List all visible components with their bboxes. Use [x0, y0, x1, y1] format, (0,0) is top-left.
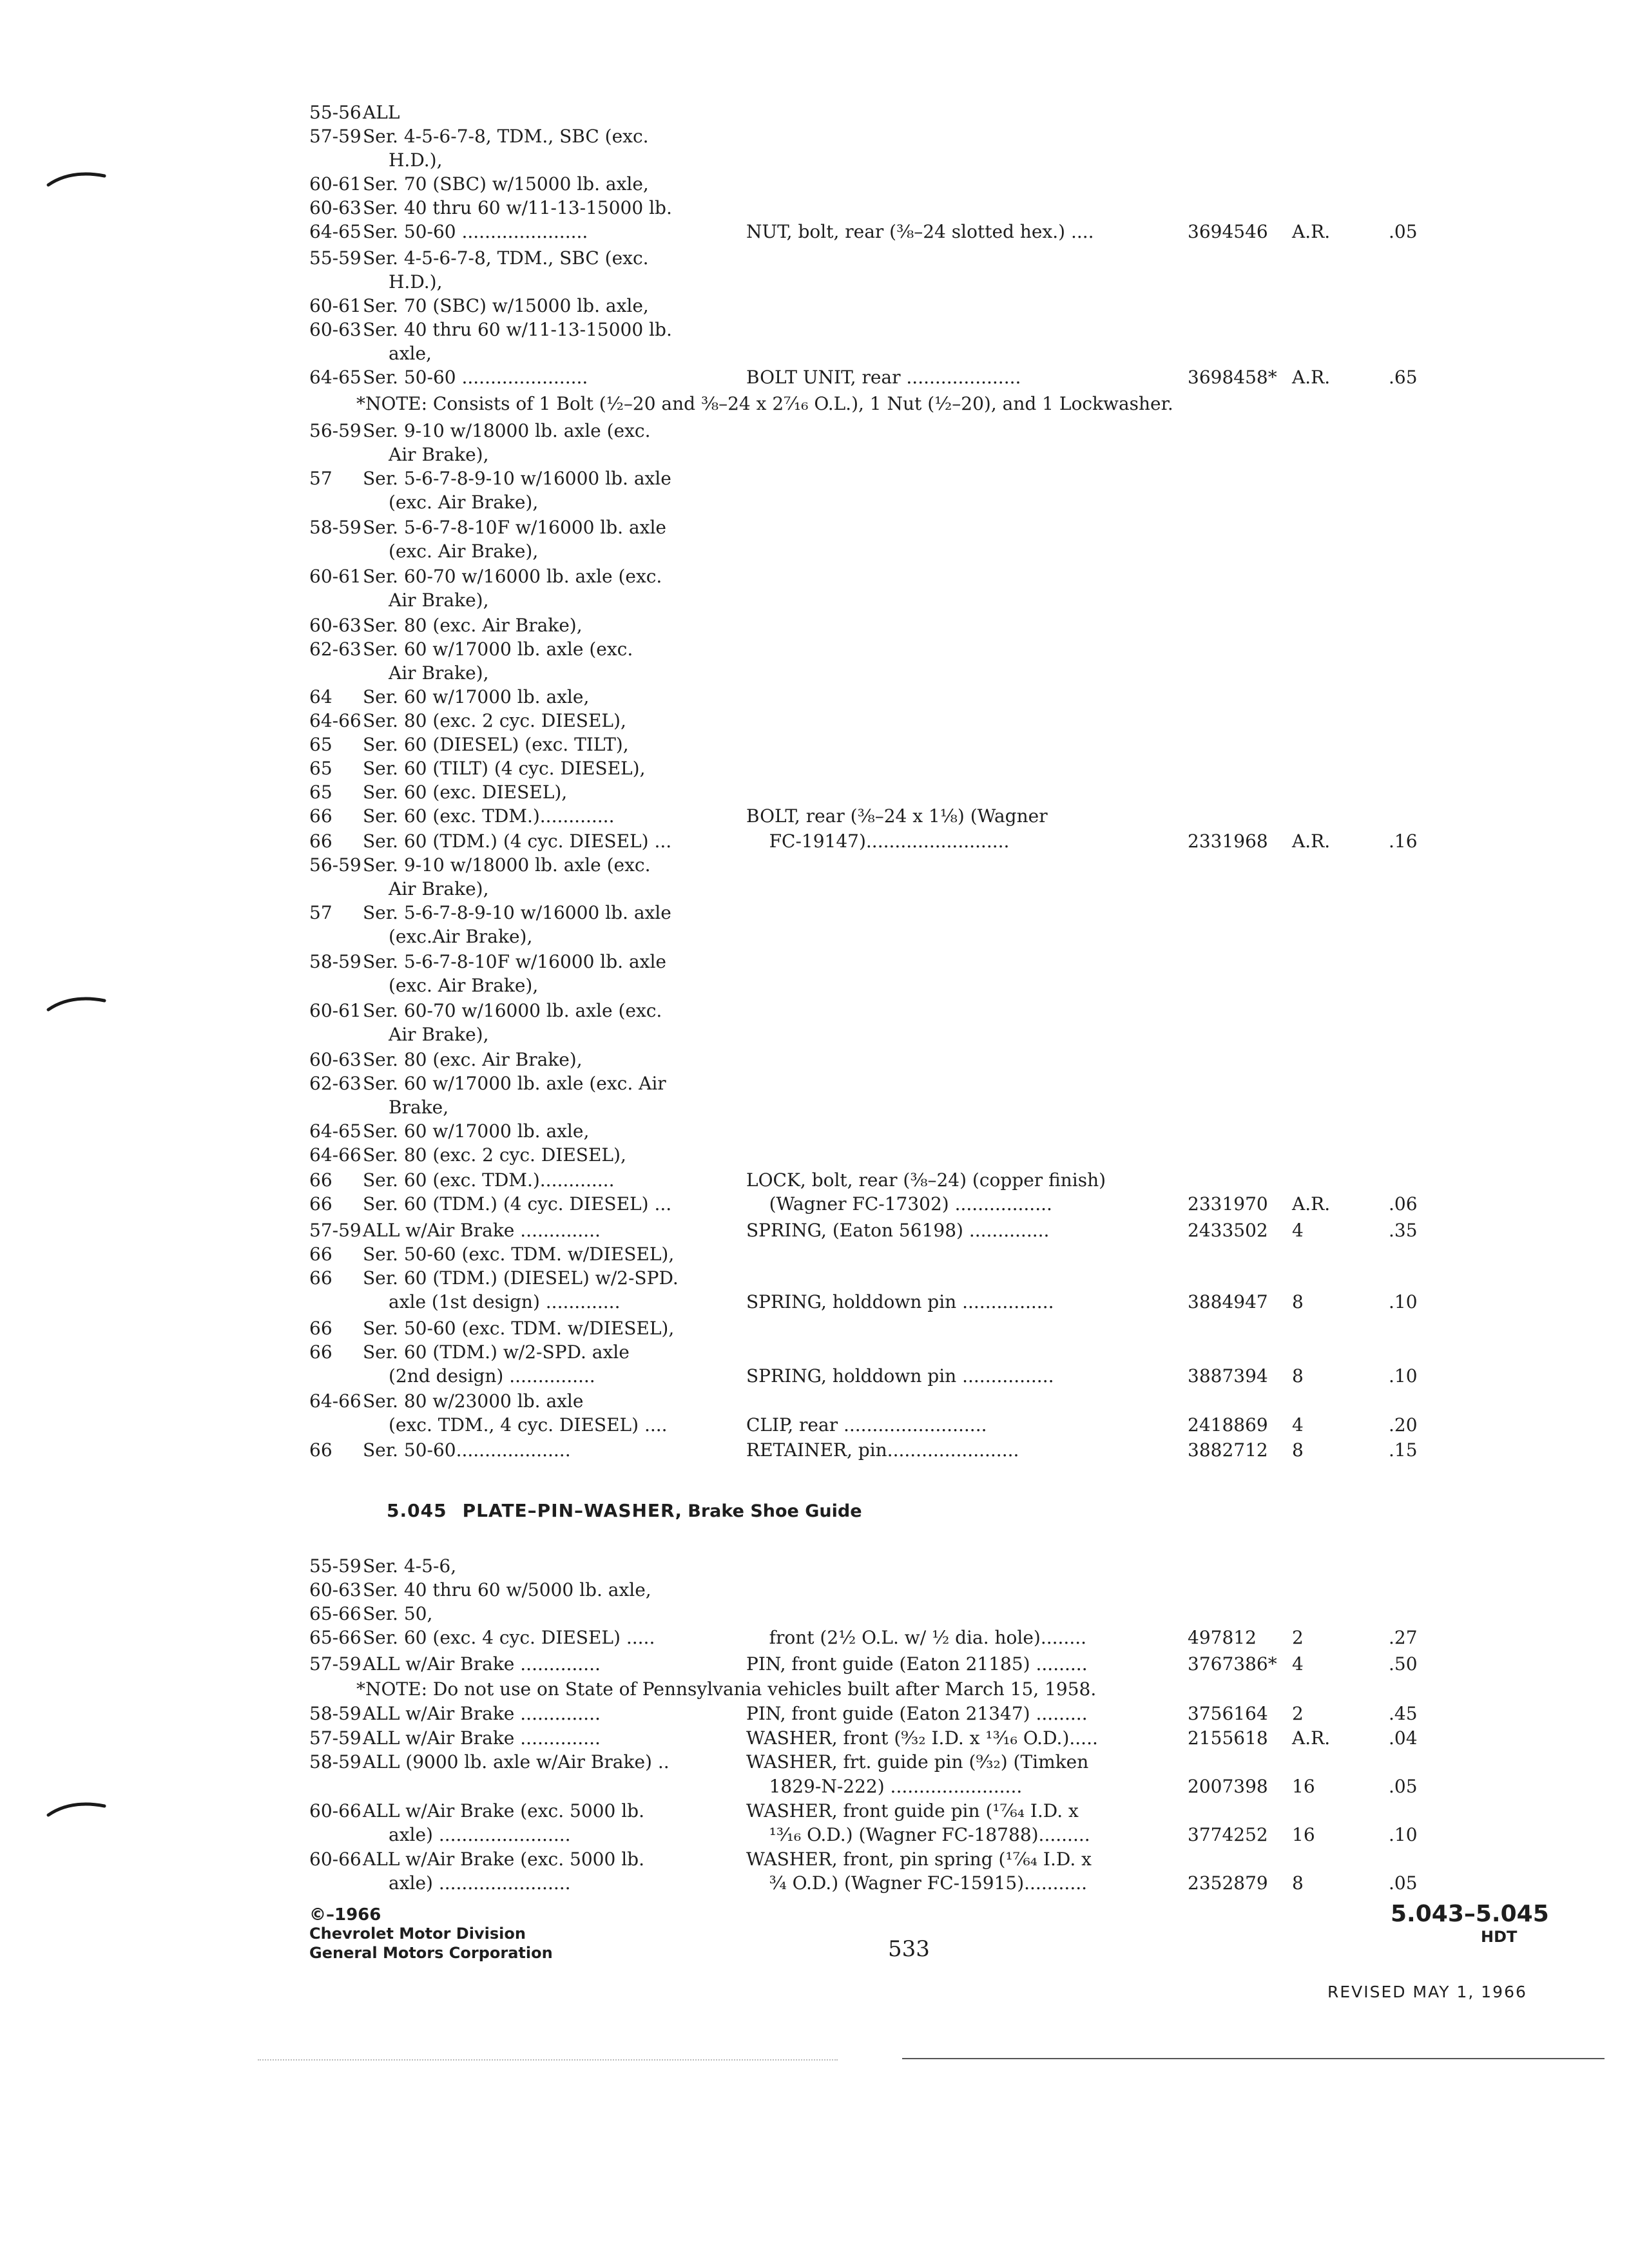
year-range: 58-59 [309, 1703, 361, 1724]
application: Air Brake), [389, 444, 489, 465]
year-range: 57-59 [309, 126, 361, 147]
part-description: FC-19147)......................... [746, 831, 1010, 852]
note-pennsylvania: *NOTE: Do not use on State of Pennsylvania vehicles built after March 15, 1958. [356, 1678, 1097, 1700]
year-range: 66 [309, 1267, 333, 1289]
section-heading [387, 1500, 862, 1521]
quantity: 8 [1292, 1365, 1304, 1387]
part-number: 3887394 [1188, 1365, 1268, 1387]
binder-hole-mark [45, 1794, 110, 1820]
price: .06 [1389, 1193, 1418, 1215]
application: axle) ....................... [389, 1824, 571, 1845]
application: Ser. 70 (SBC) w/15000 lb. axle, [363, 295, 649, 316]
year-range: 57 [309, 468, 333, 489]
year-range: 64-66 [309, 710, 361, 731]
year-range: 57 [309, 902, 333, 923]
year-range: 60-63 [309, 197, 361, 218]
binder-hole-mark [45, 989, 110, 1015]
quantity: A.R. [1292, 831, 1331, 852]
year-range: 56-59 [309, 854, 361, 876]
application: Ser. 80 (exc. Air Brake), [363, 615, 583, 636]
application: (exc.Air Brake), [389, 926, 533, 947]
part-number: 3774252 [1188, 1824, 1268, 1845]
binder-hole-mark [45, 164, 110, 190]
application: Air Brake), [389, 590, 489, 611]
year-range: 66 [309, 1318, 333, 1339]
year-range: 66 [309, 1439, 333, 1461]
year-range: 64-65 [309, 1120, 361, 1142]
price: .65 [1389, 367, 1418, 388]
application: Ser. 60 (exc. TDM.)............. [363, 1169, 615, 1191]
year-range: 55-56 [309, 102, 361, 123]
price: .20 [1389, 1414, 1418, 1436]
quantity: A.R. [1292, 1193, 1331, 1215]
section-subtitle: , Brake Shoe Guide [675, 1501, 862, 1521]
application: Ser. 4-5-6-7-8, TDM., SBC (exc. [363, 247, 649, 269]
price: .10 [1389, 1365, 1418, 1387]
year-range: 62-63 [309, 639, 361, 660]
application: Ser. 50-60 (exc. TDM. w/DIESEL), [363, 1244, 675, 1265]
division: Chevrolet Motor Division [309, 1925, 526, 1943]
part-description: (Wagner FC-17302) ................. [746, 1193, 1052, 1215]
section-range: 5.043–5.045 [1391, 1901, 1549, 1927]
quantity: 4 [1292, 1220, 1304, 1241]
year-range: 57-59 [309, 1727, 361, 1749]
part-description: front (2½ O.L. w/ ½ dia. hole)........ [746, 1627, 1087, 1648]
application: Ser. 9-10 w/18000 lb. axle (exc. [363, 854, 651, 876]
quantity: 8 [1292, 1291, 1304, 1312]
application: Ser. 40 thru 60 w/5000 lb. axle, [363, 1579, 651, 1600]
part-description: WASHER, front, pin spring (¹⁷⁄₆₄ I.D. x [746, 1849, 1092, 1870]
year-range: 60-63 [309, 615, 361, 636]
quantity: A.R. [1292, 1727, 1331, 1749]
year-range: 64-65 [309, 221, 361, 242]
application: ALL [363, 102, 400, 123]
application: ALL w/Air Brake .............. [363, 1727, 601, 1749]
application: Ser. 60-70 w/16000 lb. axle (exc. [363, 566, 662, 587]
part-number: 2155618 [1188, 1727, 1268, 1749]
price: .10 [1389, 1824, 1418, 1845]
part-number: 2433502 [1188, 1220, 1268, 1241]
year-range: 66 [309, 1193, 333, 1215]
application: Ser. 50-60 ...................... [363, 221, 588, 242]
price: .05 [1389, 1776, 1418, 1797]
page-number: 533 [888, 1936, 930, 1962]
copyright: ©–1966 [309, 1905, 381, 1925]
part-number: 3694546 [1188, 221, 1268, 242]
part-description: CLIP, rear ......................... [746, 1414, 987, 1436]
application: Ser. 60 (exc. 4 cyc. DIESEL) ..... [363, 1627, 655, 1648]
year-range: 60-61 [309, 295, 361, 316]
part-description: ¹³⁄₁₆ O.D.) (Wagner FC-18788)......... [746, 1824, 1090, 1845]
year-range: 60-63 [309, 319, 361, 340]
scan-dotted-line [258, 2059, 838, 2061]
application: Ser. 60 (TDM.) (4 cyc. DIESEL) ... [363, 1193, 672, 1215]
quantity: 4 [1292, 1414, 1304, 1436]
quantity: A.R. [1292, 221, 1331, 242]
application: H.D.), [389, 149, 443, 171]
part-number: 2418869 [1188, 1414, 1268, 1436]
part-description: WASHER, frt. guide pin (⁹⁄₃₂) (Timken [746, 1751, 1089, 1773]
part-description: RETAINER, pin....................... [746, 1439, 1019, 1461]
year-range: 58-59 [309, 951, 361, 972]
year-range: 55-59 [309, 247, 361, 269]
section-number: 5.045 [387, 1500, 447, 1521]
part-number: 3767386* [1188, 1653, 1277, 1675]
part-number: 2331968 [1188, 831, 1268, 852]
application: Ser. 80 (exc. Air Brake), [363, 1049, 583, 1070]
application: ALL w/Air Brake .............. [363, 1653, 601, 1675]
note-bolt-unit: *NOTE: Consists of 1 Bolt (½–20 and ⅜–24 x 2⁷⁄₁₆ O.L.), 1 Nut (½–20), and 1 Lockwasher. [356, 393, 1173, 414]
year-range: 66 [309, 1169, 333, 1191]
application: Ser. 4-5-6-7-8, TDM., SBC (exc. [363, 126, 649, 147]
application: Ser. 60 (exc. TDM.)............. [363, 805, 615, 827]
application: Ser. 50, [363, 1603, 433, 1624]
application: Ser. 5-6-7-8-10F w/16000 lb. axle [363, 951, 666, 972]
application: Ser. 60 (TDM.) (4 cyc. DIESEL) ... [363, 831, 672, 852]
part-description: LOCK, bolt, rear (⅜–24) (copper finish) [746, 1169, 1106, 1191]
application: Ser. 60 w/17000 lb. axle, [363, 1120, 590, 1142]
year-range: 56-59 [309, 420, 361, 441]
application: Air Brake), [389, 662, 489, 684]
part-description: ¾ O.D.) (Wagner FC-15915)........... [746, 1872, 1088, 1894]
year-range: 58-59 [309, 1751, 361, 1773]
application: (exc. Air Brake), [389, 541, 539, 562]
application: Ser. 60 (TILT) (4 cyc. DIESEL), [363, 758, 646, 779]
part-description: BOLT, rear (⅜–24 x 1⅛) (Wagner [746, 805, 1048, 827]
application: Ser. 50-60 (exc. TDM. w/DIESEL), [363, 1318, 675, 1339]
year-range: 65 [309, 758, 333, 779]
application: Ser. 70 (SBC) w/15000 lb. axle, [363, 173, 649, 195]
year-range: 60-66 [309, 1800, 361, 1821]
year-range: 66 [309, 805, 333, 827]
quantity: A.R. [1292, 367, 1331, 388]
application: Air Brake), [389, 878, 489, 899]
year-range: 60-61 [309, 566, 361, 587]
section-title: PLATE–PIN–WASHER [462, 1500, 675, 1521]
part-description: SPRING, (Eaton 56198) .............. [746, 1220, 1050, 1241]
price: .50 [1389, 1653, 1418, 1675]
application: Brake, [389, 1097, 449, 1118]
quantity: 16 [1292, 1776, 1315, 1797]
part-number: 2331970 [1188, 1193, 1268, 1215]
year-range: 57-59 [309, 1653, 361, 1675]
application: axle, [389, 343, 432, 364]
year-range: 57-59 [309, 1220, 361, 1241]
application: (exc. Air Brake), [389, 492, 539, 513]
price: .10 [1389, 1291, 1418, 1312]
part-number: 497812 [1188, 1627, 1257, 1648]
application: ALL w/Air Brake .............. [363, 1703, 601, 1724]
application: Ser. 60 (TDM.) (DIESEL) w/2-SPD. [363, 1267, 679, 1289]
part-description: PIN, front guide (Eaton 21347) ......... [746, 1703, 1088, 1724]
part-description: 1829-N-222) ....................... [746, 1776, 1023, 1797]
application: Air Brake), [389, 1024, 489, 1045]
application: (exc. Air Brake), [389, 975, 539, 996]
application: Ser. 4-5-6, [363, 1555, 457, 1577]
part-number: 3698458* [1188, 367, 1277, 388]
application: Ser. 60-70 w/16000 lb. axle (exc. [363, 1000, 662, 1021]
application: Ser. 60 w/17000 lb. axle (exc. Air [363, 1073, 666, 1094]
part-number: 3756164 [1188, 1703, 1268, 1724]
quantity: 4 [1292, 1653, 1304, 1675]
year-range: 60-61 [309, 1000, 361, 1021]
year-range: 64-65 [309, 367, 361, 388]
application: (2nd design) ............... [389, 1365, 595, 1387]
part-description: SPRING, holddown pin ................ [746, 1365, 1054, 1387]
bottom-rule [902, 2058, 1605, 2059]
application: Ser. 50-60 ...................... [363, 367, 588, 388]
part-description: PIN, front guide (Eaton 21185) ......... [746, 1653, 1088, 1675]
application: Ser. 60 (DIESEL) (exc. TILT), [363, 734, 629, 755]
quantity: 8 [1292, 1439, 1304, 1461]
year-range: 60-66 [309, 1849, 361, 1870]
part-description: WASHER, front guide pin (¹⁷⁄₆₄ I.D. x [746, 1800, 1079, 1821]
application: Ser. 60 w/17000 lb. axle (exc. [363, 639, 633, 660]
quantity: 2 [1292, 1627, 1304, 1648]
corporation: General Motors Corporation [309, 1944, 553, 1962]
application: Ser. 80 w/23000 lb. axle [363, 1390, 584, 1412]
price: .05 [1389, 221, 1418, 242]
part-number: 2007398 [1188, 1776, 1268, 1797]
price: .35 [1389, 1220, 1418, 1241]
price: .16 [1389, 831, 1418, 852]
part-description: WASHER, front (⁹⁄₃₂ I.D. x ¹³⁄₁₆ O.D.)..... [746, 1727, 1098, 1749]
application: Ser. 40 thru 60 w/11-13-15000 lb. [363, 319, 672, 340]
year-range: 66 [309, 1244, 333, 1265]
part-number: 3882712 [1188, 1439, 1268, 1461]
year-range: 64-66 [309, 1144, 361, 1166]
application: (exc. TDM., 4 cyc. DIESEL) .... [389, 1414, 668, 1436]
price: .15 [1389, 1439, 1418, 1461]
year-range: 64 [309, 686, 333, 707]
application: ALL w/Air Brake .............. [363, 1220, 601, 1241]
revised-date: REVISED MAY 1, 1966 [1327, 1983, 1527, 2001]
year-range: 65-66 [309, 1603, 361, 1624]
part-description: NUT, bolt, rear (⅜–24 slotted hex.) .... [746, 221, 1094, 242]
application: Ser. 50-60.................... [363, 1439, 571, 1461]
year-range: 62-63 [309, 1073, 361, 1094]
price: .27 [1389, 1627, 1418, 1648]
application: axle) ....................... [389, 1872, 571, 1894]
price: .05 [1389, 1872, 1418, 1894]
application: Ser. 60 (TDM.) w/2-SPD. axle [363, 1341, 630, 1363]
quantity: 16 [1292, 1824, 1315, 1845]
application: ALL (9000 lb. axle w/Air Brake) .. [363, 1751, 670, 1773]
year-range: 55-59 [309, 1555, 361, 1577]
quantity: 8 [1292, 1872, 1304, 1894]
application: axle (1st design) ............. [389, 1291, 621, 1312]
application: Ser. 5-6-7-8-9-10 w/16000 lb. axle [363, 902, 671, 923]
application: Ser. 80 (exc. 2 cyc. DIESEL), [363, 710, 626, 731]
part-description: SPRING, holddown pin ................ [746, 1291, 1054, 1312]
year-range: 65 [309, 734, 333, 755]
year-range: 60-61 [309, 173, 361, 195]
part-description: BOLT UNIT, rear .................... [746, 367, 1021, 388]
year-range: 66 [309, 1341, 333, 1363]
price: .04 [1389, 1727, 1418, 1749]
application: Ser. 40 thru 60 w/11-13-15000 lb. [363, 197, 672, 218]
application: Ser. 5-6-7-8-9-10 w/16000 lb. axle [363, 468, 671, 489]
application: Ser. 9-10 w/18000 lb. axle (exc. [363, 420, 651, 441]
part-number: 2352879 [1188, 1872, 1268, 1894]
series-tag: HDT [1481, 1928, 1518, 1946]
year-range: 64-66 [309, 1390, 361, 1412]
part-number: 3884947 [1188, 1291, 1268, 1312]
application: Ser. 5-6-7-8-10F w/16000 lb. axle [363, 517, 666, 538]
application: Ser. 80 (exc. 2 cyc. DIESEL), [363, 1144, 626, 1166]
year-range: 65 [309, 782, 333, 803]
quantity: 2 [1292, 1703, 1304, 1724]
application: Ser. 60 w/17000 lb. axle, [363, 686, 590, 707]
application: H.D.), [389, 271, 443, 293]
application: ALL w/Air Brake (exc. 5000 lb. [363, 1849, 644, 1870]
year-range: 58-59 [309, 517, 361, 538]
year-range: 60-63 [309, 1579, 361, 1600]
application: ALL w/Air Brake (exc. 5000 lb. [363, 1800, 644, 1821]
year-range: 65-66 [309, 1627, 361, 1648]
year-range: 66 [309, 831, 333, 852]
application: Ser. 60 (exc. DIESEL), [363, 782, 568, 803]
price: .45 [1389, 1703, 1418, 1724]
year-range: 60-63 [309, 1049, 361, 1070]
